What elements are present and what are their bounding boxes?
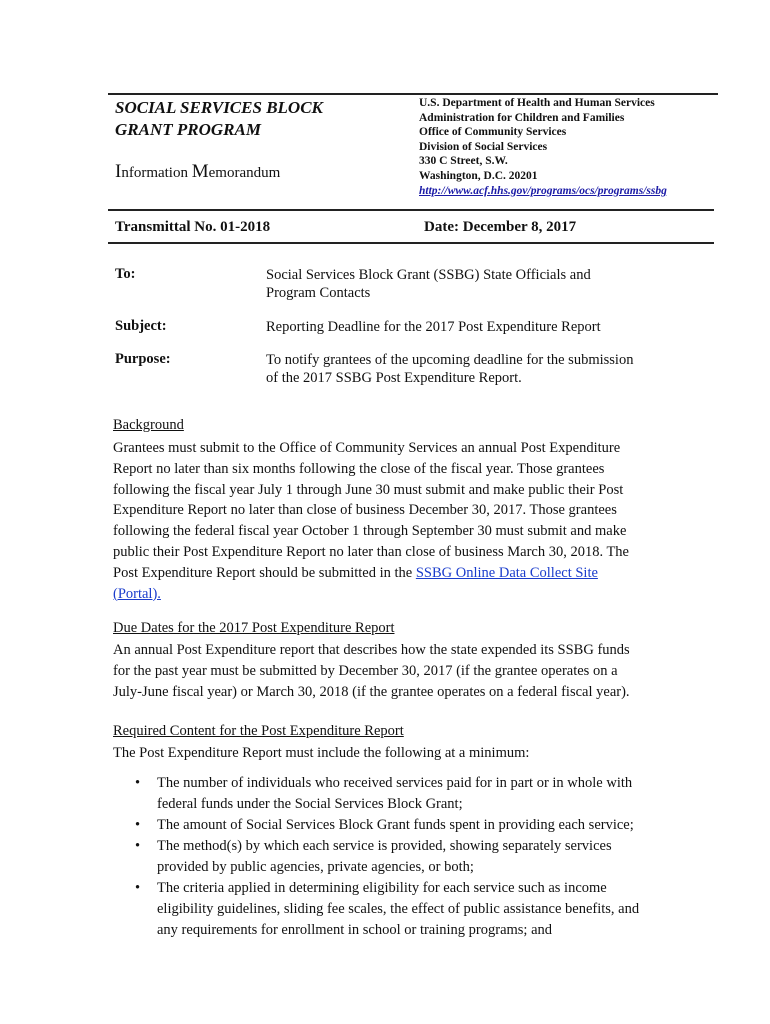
program-title	[115, 97, 323, 141]
background-line: following the federal fiscal year October 1 through September 30 must submit and make	[113, 523, 627, 540]
agency-line: U.S. Department of Health and Human Services	[419, 97, 655, 109]
background-line	[113, 563, 673, 584]
background-line-text: Post Expenditure Report should be submitted in the	[113, 564, 416, 581]
background-line: Report no later than six months following the close of the fiscal year. Those grantees	[113, 460, 605, 477]
memo-word2-rest: emorandum	[208, 165, 281, 181]
memo-date: Date: December 8, 2017	[424, 219, 577, 235]
background-line: Grantees must submit to the Office of Community Services an annual Post Expenditure	[113, 440, 621, 456]
due-dates-line: July-June fiscal year) or March 30, 2018 (if the grantee operates on a federal fiscal year).	[113, 683, 630, 700]
background-line: public their Post Expenditure Report no later than close of business March 30, 2018. The	[113, 543, 629, 560]
memo-initial-i: I	[115, 161, 122, 182]
to-value-line: Program Contacts	[266, 285, 371, 301]
header-mid-rule	[108, 209, 714, 211]
memo-initial-m: M	[191, 161, 209, 182]
bullet-icon: •	[135, 817, 141, 833]
list-item	[113, 878, 693, 941]
due-dates-heading: Due Dates for the 2017 Post Expenditure Report	[113, 620, 395, 636]
transmittal-number: Transmittal No. 01-2018	[115, 219, 271, 235]
memo-word1-rest: nformation	[121, 165, 192, 181]
background-paragraph	[113, 438, 673, 604]
agency-line: Division of Social Services	[419, 140, 548, 153]
purpose-value-line: To notify grantees of the upcoming deadline for the submission	[266, 352, 634, 368]
required-content-list	[113, 773, 693, 941]
list-item-line: provided by public agencies, private agencies, or both;	[157, 859, 474, 875]
subject-value: Reporting Deadline for the 2017 Post Expenditure Report	[266, 319, 601, 335]
list-item	[113, 836, 693, 878]
program-title-line1: SOCIAL SERVICES BLOCK	[115, 98, 323, 117]
background-heading: Background	[113, 417, 184, 433]
bullet-icon: •	[135, 775, 141, 791]
list-item-line: The amount of Social Services Block Grant funds spent in providing each service;	[157, 817, 634, 833]
list-item	[113, 773, 693, 815]
bullet-icon: •	[135, 838, 141, 854]
to-label: To:	[115, 266, 136, 282]
header-top-rule	[108, 93, 718, 95]
list-item-line: eligibility guidelines, sliding fee scales, the effect of public assistance benefits, and	[157, 901, 640, 917]
required-content-heading: Required Content for the Post Expenditure Report	[113, 723, 404, 739]
subject-label: Subject:	[115, 318, 167, 334]
program-title-line2: GRANT PROGRAM	[115, 120, 261, 139]
agency-line: Washington, D.C. 20201	[419, 169, 538, 182]
required-content-intro: The Post Expenditure Report must include the following at a minimum:	[113, 745, 530, 761]
memo-type	[115, 161, 280, 183]
agency-url-link[interactable]: http://www.acf.hhs.gov/programs/ocs/programs/ssbg	[419, 184, 667, 197]
agency-line: 330 C Street, S.W.	[419, 155, 508, 168]
background-line: Expenditure Report no later than close of business December 30, 2017. Those grantees	[113, 502, 617, 519]
to-value-line: Social Services Block Grant (SSBG) State Officials and	[266, 267, 591, 283]
agency-line: Administration for Children and Families	[419, 111, 625, 124]
list-item-line: any requirements for enrollment in school or training programs; and	[157, 922, 553, 938]
due-dates-line: An annual Post Expenditure report that describes how the state expended its SSBG funds	[113, 642, 630, 658]
agency-line: Office of Community Services	[419, 126, 567, 139]
due-dates-paragraph	[113, 640, 673, 702]
list-item-line: The number of individuals who received services paid for in part or in whole with	[157, 775, 633, 791]
list-item-line: federal funds under the Social Services Block Grant;	[157, 796, 463, 812]
header-bottom-rule	[108, 242, 714, 244]
background-line: following the fiscal year July 1 through June 30 must submit and make public their Post	[113, 481, 624, 498]
bullet-icon: •	[135, 880, 141, 896]
list-item-line: The criteria applied in determining eligibility for each service such as income	[157, 880, 607, 896]
agency-address	[419, 96, 667, 198]
purpose-value	[266, 351, 633, 387]
list-item-line: The method(s) by which each service is provided, showing separately services	[157, 838, 612, 854]
portal-link-continued[interactable]: (Portal).	[113, 585, 161, 602]
due-dates-line: for the past year must be submitted by December 30, 2017 (if the grantee operates on a	[113, 662, 618, 679]
to-value	[266, 266, 591, 302]
purpose-label: Purpose:	[115, 351, 171, 367]
list-item	[113, 815, 693, 836]
purpose-value-line: of the 2017 SSBG Post Expenditure Report.	[266, 370, 522, 386]
portal-link[interactable]: SSBG Online Data Collect Site	[415, 564, 598, 581]
